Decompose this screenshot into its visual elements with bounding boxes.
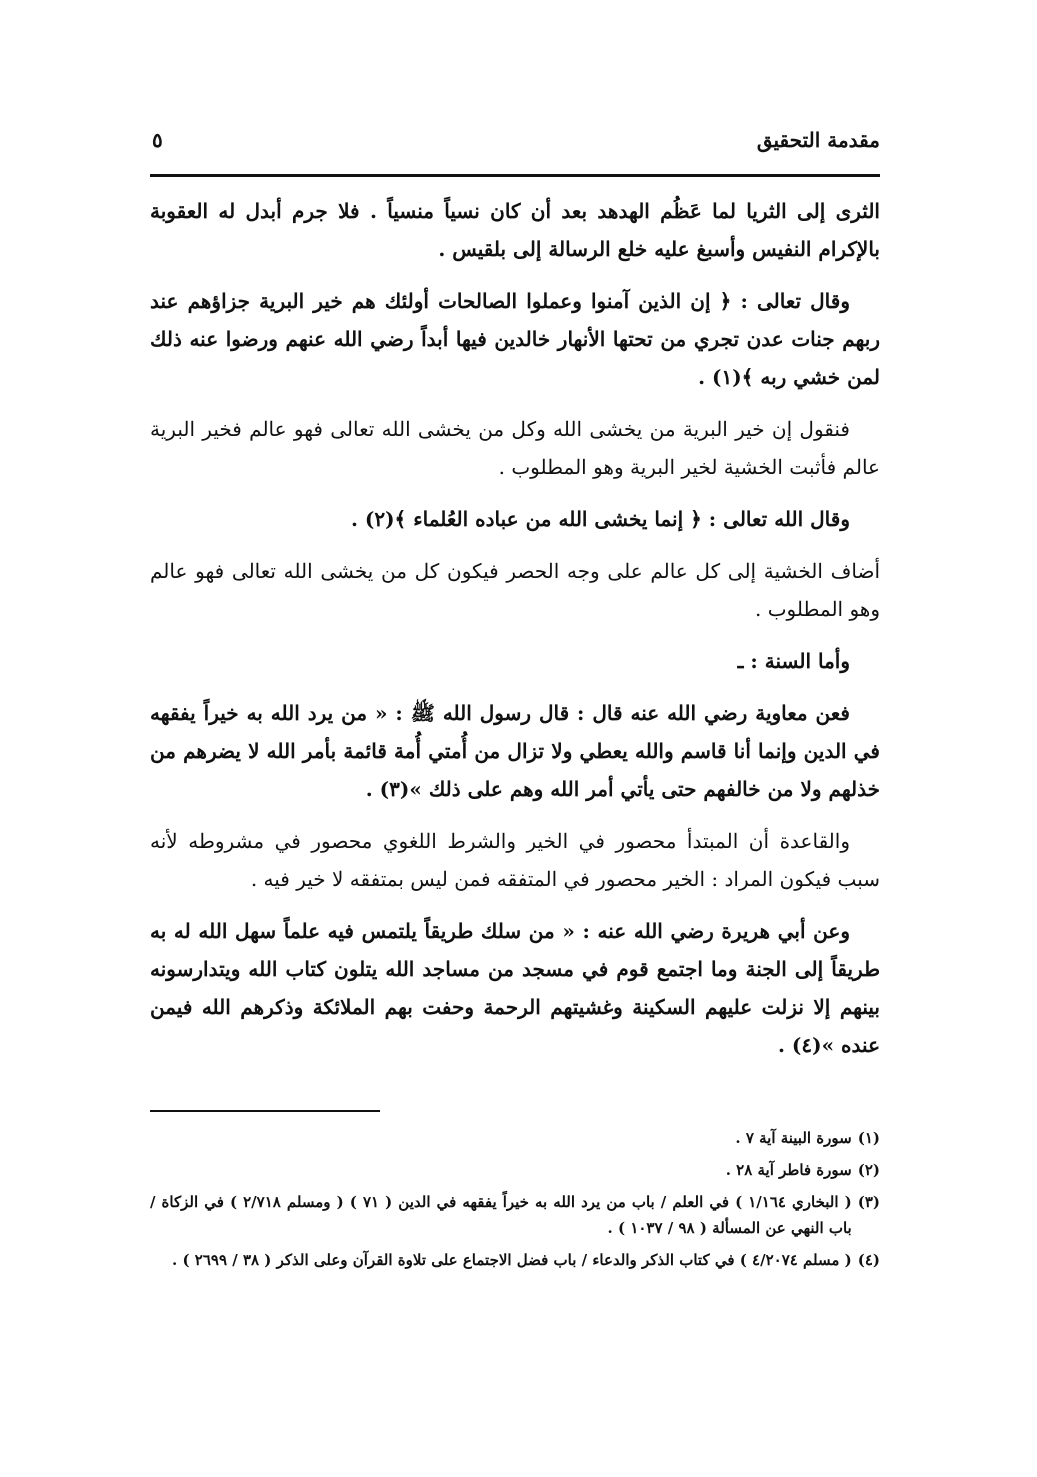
paragraph: أضاف الخشية إلى كل عالم على وجه الحصر فيكون كل من يخشى الله تعالى فهو عالم وهو المطلوب . (150, 559, 880, 621)
paragraph: فنقول إن خير البرية من يخشى الله وكل من يخشى الله تعالى فهو عالم فخير البرية عالم فأثبت الخشية لخير البرية وهو المطلوب . (150, 417, 880, 479)
paragraph-heading: وأما السنة : ـ (737, 649, 850, 673)
footnote (150, 1125, 880, 1151)
footnote-text: ( البخاري ١/١٦٤ ) في العلم / باب من يرد الله به خيراً يفقهه في الدين ( ٧١ ) ( ومسلم ٢/٧١٨ ) في الزكاة / باب النهي عن المسألة ( ٩٨ / ١٠٣٧ ) . (150, 1193, 852, 1237)
running-title: مقدمة التحقيق (756, 128, 880, 152)
footnote (150, 1189, 880, 1241)
footnote-number: (٢) (857, 1161, 880, 1179)
paragraph: والقاعدة أن المبتدأ محصور في الخير والشرط اللغوي محصور في مشروطه لأنه سبب فيكون المراد : الخير محصور في المتفقه فمن ليس بمتفقه لا خير فيه . (150, 829, 880, 891)
footnote-number: (١) (857, 1129, 880, 1147)
book-page (150, 122, 880, 1269)
paragraph-quran-verse: وقال تعالى : ﴿ إن الذين آمنوا وعملوا الصالحات أولئك هم خير البرية جزاؤهم عند ربهم جنات عدن تجري من تحتها الأنهار خالدين فيها أبداً رضي الله عنهم ورضوا عنه ذلك لمن خشي ربه ﴾(١) . (150, 289, 880, 389)
footnote-separator (150, 1110, 380, 1112)
paragraph: الثرى إلى الثريا لما عَظُم الهدهد بعد أن كان نسياً منسياً . فلا جرم أبدل له العقوبة بالإكرام النفيس وأسبغ عليه خلع الرسالة إلى بلقيس . (150, 199, 880, 261)
header-rule (150, 174, 880, 177)
paragraph-quran-verse: وقال الله تعالى : ﴿ إنما يخشى الله من عباده العُلماء ﴾(٢) . (350, 507, 850, 531)
footnote (150, 1247, 880, 1273)
footnote-text: سورة البينة آية ٧ . (735, 1129, 852, 1147)
footnote-text: ( مسلم ٤/٢٠٧٤ ) في كتاب الذكر والدعاء / باب فضل الاجتماع على تلاوة القرآن وعلى الذكر ( ٣٨ / ٢٦٩٩ ) . (172, 1251, 852, 1269)
page-number: ٥ (152, 128, 163, 152)
footnote (150, 1157, 880, 1183)
paragraph-hadith: وعن أبي هريرة رضي الله عنه : « من سلك طريقاً يلتمس فيه علماً سهل الله له به طريقاً إلى الجنة وما اجتمع قوم في مسجد من مساجد الله يتلون كتاب الله ويتدارسونه بينهم إلا نزلت عليهم السكينة وغشيتهم الرحمة وحفت بهم الملائكة وذكرهم الله فيمن عنده »(٤) . (150, 919, 880, 1057)
footnote-number: (٣) (857, 1193, 880, 1211)
page-header (150, 122, 880, 164)
footnotes (150, 1125, 880, 1279)
footnote-number: (٤) (857, 1251, 880, 1269)
body-text (150, 192, 880, 1078)
footnote-text: سورة فاطر آية ٢٨ . (725, 1161, 852, 1179)
paragraph-hadith: فعن معاوية رضي الله عنه قال : قال رسول الله ﷺ : « من يرد الله به خيراً يفقهه في الدين وإنما أنا قاسم والله يعطي ولا تزال من أُمتي أُمة قائمة بأمر الله لا يضرهم من خذلهم ولا من خالفهم حتى يأتي أمر الله وهم على ذلك »(٣) . (150, 701, 880, 801)
